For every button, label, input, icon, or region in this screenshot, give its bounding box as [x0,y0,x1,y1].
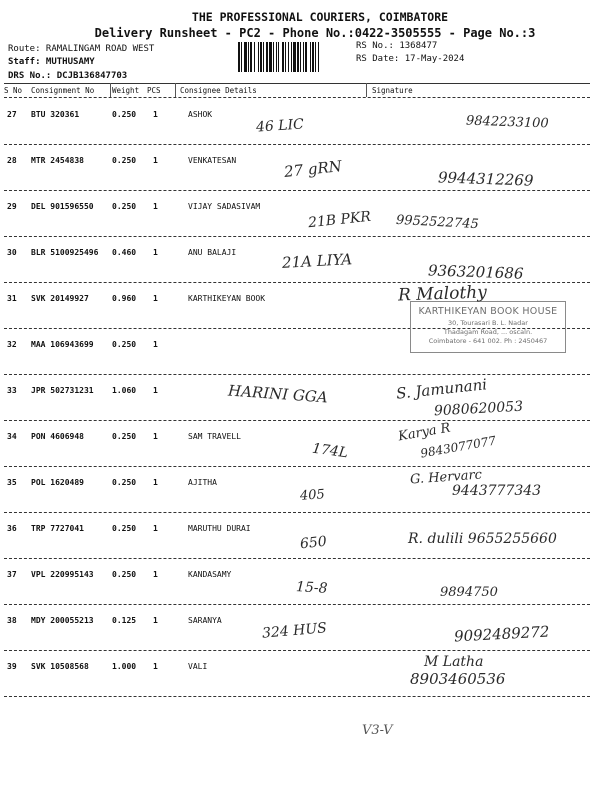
row-sno: 31 [7,294,17,303]
row-sno: 33 [7,386,17,395]
shop-stamp [410,301,566,353]
handwritten-phone: 9944312269 [437,168,534,190]
row-consignment: SVK 20149927 [31,294,89,303]
row-sno: 29 [7,202,17,211]
handwritten-address: 21A LIYA [281,250,353,272]
row-sno: 32 [7,340,17,349]
row-consignee: KANDASAMY [188,570,232,579]
row-pcs: 1 [153,524,158,533]
table-row [0,422,600,468]
row-weight: 1.000 [112,662,137,671]
row-rule [4,190,590,191]
col-divider [110,83,111,97]
col-divider [366,83,367,97]
row-pcs: 1 [153,432,158,441]
row-consignment: VPL 220995143 [31,570,94,579]
row-consignee: AJITHA [188,478,217,487]
row-sno: 34 [7,432,17,441]
runsheet-title: Delivery Runsheet - PC2 - Phone No.:0422-3505555 - Page No.:3 [94,26,536,40]
handwritten-footer-note: V3-V [362,723,393,738]
row-consignment: POL 1620489 [31,478,84,487]
col-sno-header: S No [4,86,23,95]
row-pcs: 1 [153,248,158,257]
row-sno: 37 [7,570,17,579]
row-rule [4,466,590,467]
company-name: THE PROFESSIONAL COURIERS, COIMBATORE [191,10,449,24]
row-rule [4,144,590,145]
row-weight: 0.250 [112,478,137,487]
handwritten-address: 174L [311,440,349,462]
row-consignment: MAA 106943699 [31,340,94,349]
row-consignment: PON 4606948 [31,432,84,441]
barcode [238,42,346,72]
row-weight: 0.250 [112,156,137,165]
row-consignee: SARANYA [188,616,222,625]
handwritten-signature: R. dulili 9655255660 [408,531,557,547]
row-pcs: 1 [153,340,158,349]
row-rule [4,696,590,697]
row-consignee: VIJAY SADASIVAM [188,202,261,211]
row-pcs: 1 [153,156,158,165]
handwritten-address: 21B PKR [307,208,372,232]
row-sno: 35 [7,478,17,487]
row-sno: 36 [7,524,17,533]
stamp-shop-name: KARTHIKEYAN BOOK HOUSE [418,306,558,317]
handwritten-phone: 9443777343 [452,483,542,499]
row-consignee: VENKATESAN [188,156,237,165]
row-sno: 39 [7,662,17,671]
row-weight: 0.250 [112,202,137,211]
stamp-address-line: Coimbatore - 641 002. Ph : 2450467 [428,337,548,345]
row-rule [4,420,590,421]
handwritten-address: 405 [299,487,326,504]
row-sno: 38 [7,616,17,625]
row-weight: 1.060 [112,386,137,395]
row-consignee: SAM TRAVELL [188,432,241,441]
row-rule [4,650,590,651]
handwritten-phone: 9952522745 [395,212,480,233]
row-consignment: TRP 7727041 [31,524,84,533]
handwritten-signature: G. Hervarc [409,467,483,488]
handwritten-address: 27 gRN [283,157,343,181]
row-rule [4,236,590,237]
row-consignment: SVK 10508568 [31,662,89,671]
row-weight: 0.250 [112,340,137,349]
stamp-address-line: 30, Tourasari B. L. Nadar [448,319,528,327]
row-rule [4,374,590,375]
row-consignee: MARUTHU DURAI [188,524,251,533]
handwritten-phone: 9894750 [440,585,498,600]
row-weight: 0.250 [112,110,137,119]
handwritten-phone: 9092489272 [453,622,550,646]
header-top-rule [4,83,590,84]
row-rule [4,512,590,513]
row-rule [4,558,590,559]
row-pcs: 1 [153,110,158,119]
col-consignee-header: Consignee Details [180,86,257,95]
row-sno: 28 [7,156,17,165]
handwritten-address: 650 [299,533,328,553]
handwritten-phone: 8903460536 [410,670,506,688]
row-weight: 0.960 [112,294,137,303]
row-consignment: BTU 320361 [31,110,80,119]
header-bottom-rule [4,97,590,98]
row-pcs: 1 [153,294,158,303]
row-weight: 0.250 [112,524,137,533]
row-consignment: BLR 5100925496 [31,248,99,257]
row-sno: 30 [7,248,17,257]
col-weight-header: Weight [112,86,140,95]
row-rule [4,604,590,605]
row-consignee: VALI [188,662,208,671]
handwritten-signature: Karya R [397,420,452,445]
table-row [0,652,600,698]
row-pcs: 1 [153,478,158,487]
row-pcs: 1 [153,202,158,211]
rs-date: RS Date: 17-May-2024 [356,54,465,64]
drs-number: DRS No.: DCJB136847703 [8,71,128,81]
col-pcs-header: PCS [147,86,161,95]
row-pcs: 1 [153,570,158,579]
col-signature-header: Signature [372,86,413,95]
staff-label: Staff: MUTHUSAMY [8,57,95,67]
handwritten-address: 46 LIC [255,116,305,136]
handwritten-address: HARINI GGA [227,381,329,407]
row-rule [4,282,590,283]
table-row [0,192,600,238]
row-weight: 0.250 [112,570,137,579]
row-consignment: DEL 901596550 [31,202,94,211]
row-pcs: 1 [153,616,158,625]
handwritten-address: 15-8 [295,579,328,597]
barcode-bar [319,42,322,72]
handwritten-signature: S. Jamunani [395,375,488,403]
stamp-address-line: Thadagam Road, ... oscaln. [443,328,533,336]
row-consignment: MDY 200055213 [31,616,94,625]
handwritten-phone: 9842233100 [465,113,549,132]
row-sno: 27 [7,110,17,119]
handwritten-address: 324 HUS [261,620,328,642]
row-weight: 0.125 [112,616,137,625]
rs-number: RS No.: 1368477 [356,41,438,51]
row-consignment: JPR 502731231 [31,386,94,395]
row-consignee: ANU BALAJI [188,248,237,257]
col-consignment-header: Consignment No [31,86,95,95]
row-weight: 0.460 [112,248,137,257]
handwritten-phone: 9363201686 [427,261,524,283]
handwritten-phone: 9080620053 [433,398,524,420]
row-consignment: MTR 2454838 [31,156,84,165]
row-consignee: KARTHIKEYAN BOOK [188,294,266,303]
handwritten-phone: 9843077077 [419,433,497,461]
row-weight: 0.250 [112,432,137,441]
row-pcs: 1 [153,662,158,671]
row-pcs: 1 [153,386,158,395]
handwritten-signature: M Latha [424,654,484,670]
col-divider [175,83,176,97]
row-consignee: ASHOK [188,110,213,119]
handwritten-signature: R Malothy [397,282,488,306]
route-label: Route: RAMALINGAM ROAD WEST [8,44,155,54]
